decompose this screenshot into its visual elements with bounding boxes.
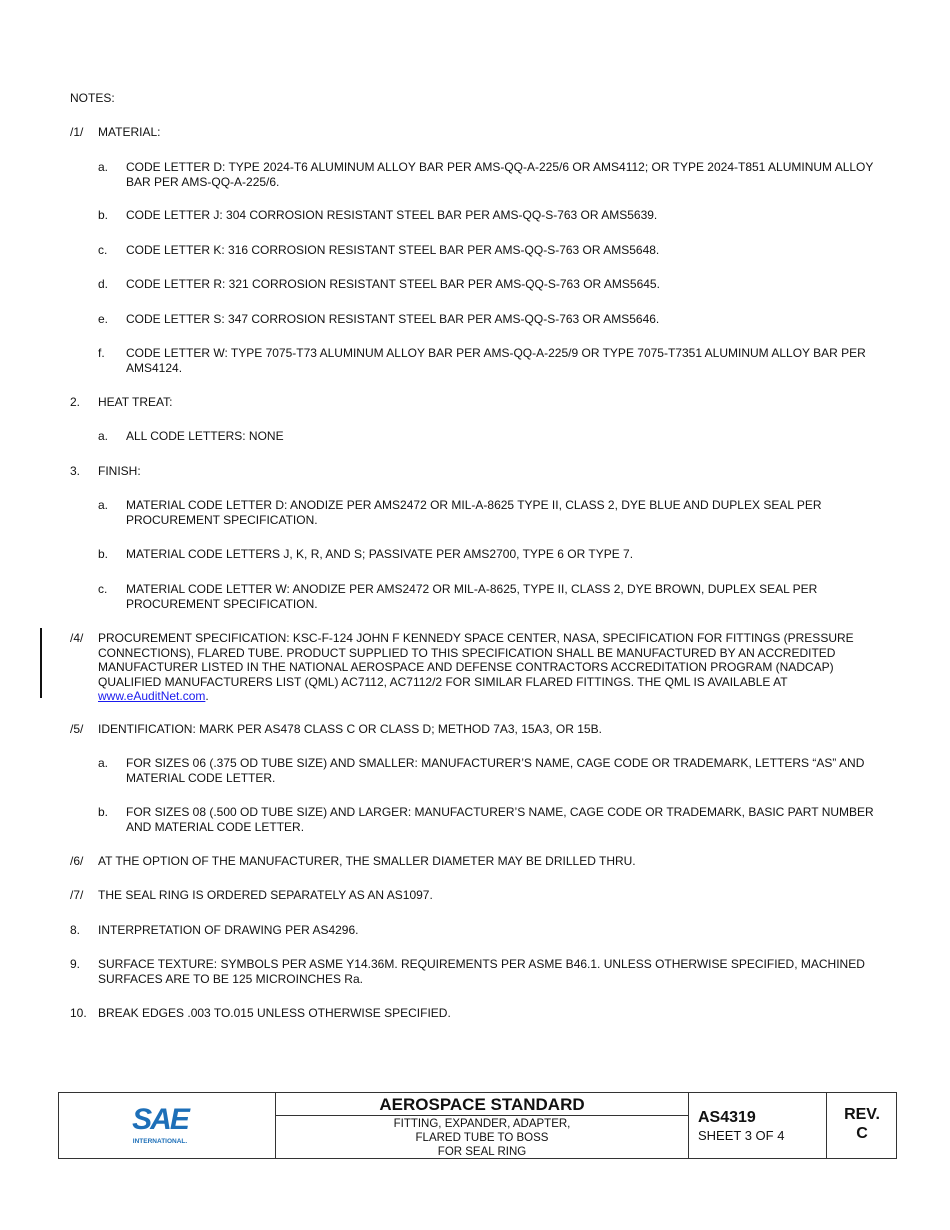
sheet-number: SHEET 3 OF 4	[698, 1128, 785, 1143]
revision-label	[827, 1105, 897, 1143]
sub-text: FOR SIZES 06 (.375 OD TUBE SIZE) AND SMALLER: MANUFACTURER’S NAME, CAGE CODE OR TRADEMARK, LETTERS “AS” AND MATERIAL CODE LETTER.	[126, 756, 865, 785]
note-text: MATERIAL:	[98, 125, 161, 139]
sub-text: CODE LETTER K: 316 CORROSION RESISTANT STEEL BAR PER AMS-QQ-S-763 OR AMS5648.	[126, 243, 660, 257]
sub-text: MATERIAL CODE LETTERS J, K, R, AND S; PASSIVATE PER AMS2700, TYPE 6 OR TYPE 7.	[126, 547, 634, 561]
note-number: /1/	[70, 125, 84, 139]
revision-cell	[827, 1093, 897, 1158]
sub-text: FOR SIZES 08 (.500 OD TUBE SIZE) AND LARGER: MANUFACTURER’S NAME, CAGE CODE OR TRADEMARK, BASIC PART NUMBER AND MATERIAL CODE LETTER.	[126, 805, 874, 834]
note-number: /5/	[70, 722, 84, 736]
sub-text: CODE LETTER S: 347 CORROSION RESISTANT STEEL BAR PER AMS-QQ-S-763 OR AMS5646.	[126, 312, 660, 326]
note-text: THE SEAL RING IS ORDERED SEPARATELY AS AN AS1097.	[98, 888, 433, 902]
note-text: FINISH:	[98, 464, 141, 478]
note-number: 10.	[70, 1006, 87, 1020]
sub-number: a.	[98, 498, 109, 512]
sae-logo-subtext: INTERNATIONAL.	[132, 1138, 188, 1145]
sub-text: CODE LETTER W: TYPE 7075-T73 ALUMINUM ALLOY BAR PER AMS-QQ-A-225/9 OR TYPE 7075-T7351 ALUMINUM ALLOY BAR PER AMS4124.	[126, 346, 866, 375]
note-number: 2.	[70, 395, 81, 409]
sub-number: f.	[98, 346, 105, 360]
note-text	[98, 631, 898, 704]
sub-number: a.	[98, 160, 109, 174]
note-number: 3.	[70, 464, 81, 478]
note-text: BREAK EDGES .003 TO.015 UNLESS OTHERWISE SPECIFIED.	[98, 1006, 451, 1020]
note-number: /6/	[70, 854, 84, 868]
eauditnet-link[interactable]: www.eAuditNet.com	[98, 689, 206, 703]
sub-text: MATERIAL CODE LETTER W: ANODIZE PER AMS2472 OR MIL-A-8625, TYPE II, CLASS 2, DYE BROWN, DUPLEX SEAL PER PROCUREMENT SPECIFICATION.	[126, 582, 818, 611]
description-line-2: FLARED TUBE TO BOSS	[415, 1132, 549, 1144]
logo-cell	[59, 1093, 276, 1158]
note-text: INTERPRETATION OF DRAWING PER AS4296.	[98, 923, 359, 937]
sub-text: CODE LETTER R: 321 CORROSION RESISTANT STEEL BAR PER AMS-QQ-S-763 OR AMS5645.	[126, 277, 660, 291]
note-text: SURFACE TEXTURE: SYMBOLS PER ASME Y14.36M. REQUIREMENTS PER ASME B46.1. UNLESS OTHERWISE SPECIFIED, MACHINED SURFACES ARE TO BE 125 MICROINCHES Ra.	[98, 957, 865, 986]
sub-number: b.	[98, 547, 109, 561]
note-number: 8.	[70, 923, 81, 937]
document-number-cell	[689, 1093, 827, 1158]
sub-number: c.	[98, 582, 108, 596]
sub-number: a.	[98, 756, 109, 770]
revision-change-bar	[40, 628, 42, 698]
description-line-1: FITTING, EXPANDER, ADAPTER,	[393, 1118, 571, 1130]
title-cell	[276, 1093, 689, 1158]
note-number: /4/	[70, 631, 84, 645]
sub-number: b.	[98, 208, 109, 222]
note-text: AT THE OPTION OF THE MANUFACTURER, THE SMALLER DIAMETER MAY BE DRILLED THRU.	[98, 854, 636, 868]
note-text: HEAT TREAT:	[98, 395, 173, 409]
title-block	[58, 1092, 897, 1159]
note-4-body: PROCUREMENT SPECIFICATION: KSC-F-124 JOHN F KENNEDY SPACE CENTER, NASA, SPECIFICATION FOR FITTINGS (PRESSURE CONNECTIONS), FLARED TUBE. PRODUCT SUPPLIED TO THIS SPECIFICATION SHALL BE MANUFACTURED BY AN ACCREDITED MANUFACTURER LISTED IN THE NATIONAL AEROSPACE AND DEFENSE CONTRACTORS ACCREDITATION PROGRAM (NADCAP) QUALIFIED MANUFACTURERS LIST (QML) AC7112, AC7112/2 FOR SIMILAR FLARED FITTINGS. THE QML IS AVAILABLE AT	[98, 631, 854, 689]
sae-logo-text: SAE	[132, 1103, 188, 1136]
sub-number: e.	[98, 312, 109, 326]
sub-number: a.	[98, 429, 109, 443]
sae-logo	[127, 1104, 207, 1150]
revision-value: C	[856, 1125, 868, 1142]
standard-description	[276, 1117, 688, 1159]
note-number: 9.	[70, 957, 81, 971]
note-text: IDENTIFICATION: MARK PER AS478 CLASS C OR CLASS D; METHOD 7A3, 15A3, OR 15B.	[98, 722, 602, 736]
notes-heading: NOTES:	[70, 91, 115, 105]
standard-title: AEROSPACE STANDARD	[276, 1093, 688, 1116]
sub-text: ALL CODE LETTERS: NONE	[126, 429, 284, 443]
note-4-period: .	[205, 689, 209, 703]
sub-text: MATERIAL CODE LETTER D: ANODIZE PER AMS2472 OR MIL-A-8625 TYPE II, CLASS 2, DYE BLUE AND DUPLEX SEAL PER PROCUREMENT SPECIFICATION.	[126, 498, 822, 527]
sub-text: CODE LETTER D: TYPE 2024-T6 ALUMINUM ALLOY BAR PER AMS-QQ-A-225/6 OR AMS4112; OR TYPE 2024-T851 ALUMINUM ALLOY BAR PER AMS-QQ-A-225/6.	[126, 160, 874, 189]
sub-number: d.	[98, 277, 109, 291]
description-line-3: FOR SEAL RING	[437, 1146, 527, 1158]
sub-text: CODE LETTER J: 304 CORROSION RESISTANT STEEL BAR PER AMS-QQ-S-763 OR AMS5639.	[126, 208, 658, 222]
sub-number: b.	[98, 805, 109, 819]
note-number: /7/	[70, 888, 84, 902]
revision-heading: REV.	[844, 1106, 880, 1123]
sub-number: c.	[98, 243, 108, 257]
document-number: AS4319	[698, 1109, 756, 1126]
